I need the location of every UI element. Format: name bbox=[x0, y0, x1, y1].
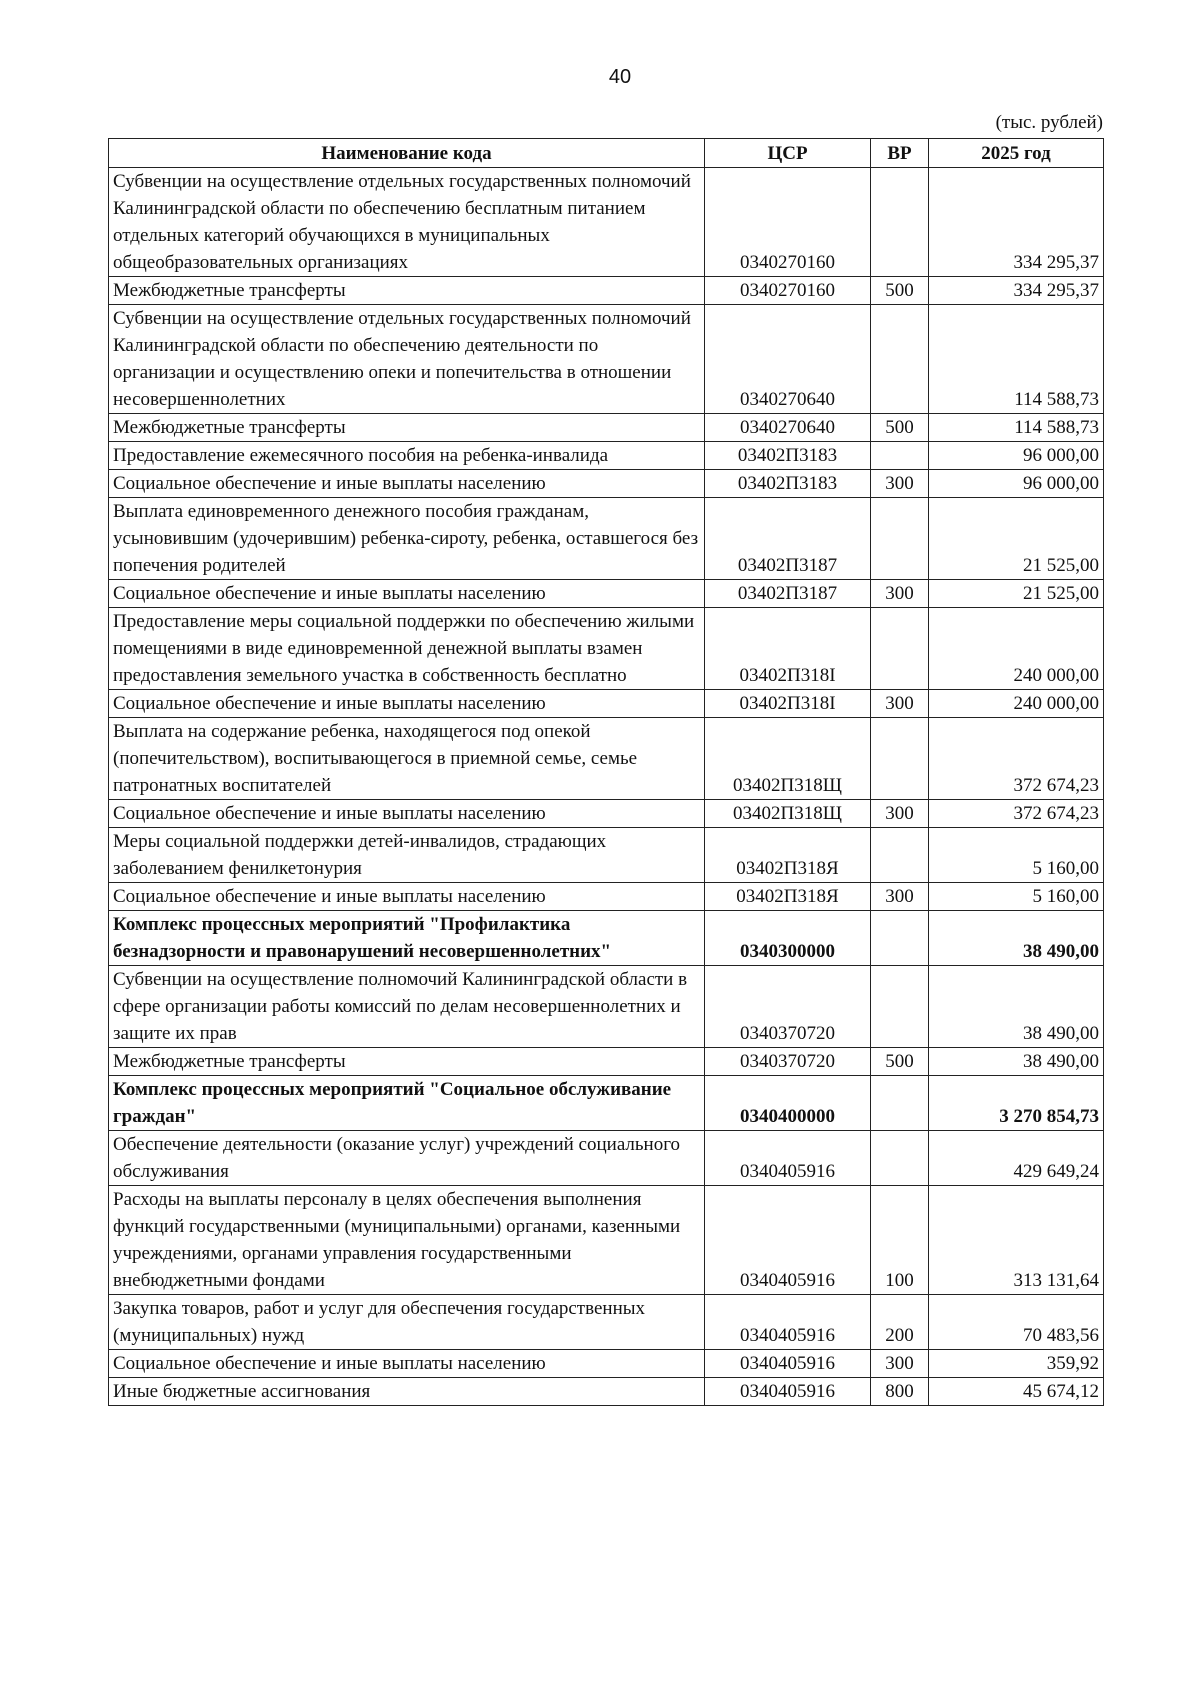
row-csr-cell: 03402П318Щ bbox=[705, 718, 871, 800]
table-body bbox=[109, 168, 1104, 1406]
row-name-cell: Социальное обеспечение и иные выплаты населению bbox=[109, 1350, 705, 1378]
row-vr-cell: 200 bbox=[871, 1295, 929, 1350]
row-vr-cell bbox=[871, 168, 929, 277]
row-csr-cell: 03402П318Щ bbox=[705, 800, 871, 828]
row-name-cell: Социальное обеспечение и иные выплаты населению bbox=[109, 690, 705, 718]
row-csr-cell: 03402П3187 bbox=[705, 580, 871, 608]
row-vr-cell: 300 bbox=[871, 800, 929, 828]
row-amount-cell: 96 000,00 bbox=[929, 470, 1104, 498]
row-amount-cell: 45 674,12 bbox=[929, 1378, 1104, 1406]
row-name-cell: Выплата на содержание ребенка, находящегося под опекой (попечительством), воспитывающегося в приемной семье, семье патронатных воспитателей bbox=[109, 718, 705, 800]
row-vr-cell: 300 bbox=[871, 580, 929, 608]
row-name-cell: Межбюджетные трансферты bbox=[109, 1048, 705, 1076]
row-amount-cell: 334 295,37 bbox=[929, 168, 1104, 277]
row-vr-cell: 500 bbox=[871, 1048, 929, 1076]
row-vr-cell: 300 bbox=[871, 470, 929, 498]
table-row bbox=[109, 580, 1104, 608]
table-row bbox=[109, 1378, 1104, 1406]
table-row bbox=[109, 1295, 1104, 1350]
row-amount-cell: 334 295,37 bbox=[929, 277, 1104, 305]
row-name-cell: Межбюджетные трансферты bbox=[109, 414, 705, 442]
row-name-cell: Обеспечение деятельности (оказание услуг) учреждений социального обслуживания bbox=[109, 1131, 705, 1186]
row-csr-cell: 03402П318Я bbox=[705, 883, 871, 911]
page-number: 40 bbox=[608, 66, 632, 88]
table-row bbox=[109, 414, 1104, 442]
row-vr-cell: 300 bbox=[871, 883, 929, 911]
row-csr-cell: 0340405916 bbox=[705, 1295, 871, 1350]
row-name-cell: Социальное обеспечение и иные выплаты населению bbox=[109, 580, 705, 608]
row-name-cell: Выплата единовременного денежного пособия гражданам, усыновившим (удочерившим) ребенка-сироту, ребенка, оставшегося без попечения родителей bbox=[109, 498, 705, 580]
table-row bbox=[109, 470, 1104, 498]
row-vr-cell bbox=[871, 1076, 929, 1131]
row-amount-cell: 372 674,23 bbox=[929, 718, 1104, 800]
row-csr-cell: 0340370720 bbox=[705, 1048, 871, 1076]
row-name-cell: Расходы на выплаты персоналу в целях обеспечения выполнения функций государственными (муниципальными) органами, казенными учреждениями, органами управления государственными внебюджетными фондами bbox=[109, 1186, 705, 1295]
row-amount-cell: 5 160,00 bbox=[929, 828, 1104, 883]
table-row bbox=[109, 168, 1104, 277]
row-csr-cell: 03402П318I bbox=[705, 690, 871, 718]
units-caption: (тыс. рублей) bbox=[995, 112, 1103, 133]
row-name-cell: Социальное обеспечение и иные выплаты населению bbox=[109, 470, 705, 498]
row-vr-cell bbox=[871, 911, 929, 966]
row-amount-cell: 359,92 bbox=[929, 1350, 1104, 1378]
table-row bbox=[109, 277, 1104, 305]
row-name-cell: Предоставление ежемесячного пособия на ребенка-инвалида bbox=[109, 442, 705, 470]
row-csr-cell: 0340405916 bbox=[705, 1186, 871, 1295]
row-csr-cell: 0340270160 bbox=[705, 168, 871, 277]
row-vr-cell bbox=[871, 608, 929, 690]
table-row bbox=[109, 828, 1104, 883]
row-amount-cell: 38 490,00 bbox=[929, 966, 1104, 1048]
row-vr-cell bbox=[871, 828, 929, 883]
row-amount-cell: 114 588,73 bbox=[929, 414, 1104, 442]
table-row bbox=[109, 1350, 1104, 1378]
table-row bbox=[109, 1076, 1104, 1131]
row-csr-cell: 03402П318Я bbox=[705, 828, 871, 883]
row-amount-cell: 70 483,56 bbox=[929, 1295, 1104, 1350]
row-name-cell: Социальное обеспечение и иные выплаты населению bbox=[109, 883, 705, 911]
table-row bbox=[109, 718, 1104, 800]
row-csr-cell: 03402П3183 bbox=[705, 442, 871, 470]
row-csr-cell: 03402П318I bbox=[705, 608, 871, 690]
table-row bbox=[109, 608, 1104, 690]
row-name-cell: Субвенции на осуществление отдельных государственных полномочий Калининградской области по обеспечению деятельности по организации и осуществлению опеки и попечительства в отношении несовершеннолетних bbox=[109, 305, 705, 414]
row-vr-cell bbox=[871, 305, 929, 414]
table-row bbox=[109, 966, 1104, 1048]
row-amount-cell: 429 649,24 bbox=[929, 1131, 1104, 1186]
row-vr-cell: 300 bbox=[871, 690, 929, 718]
row-name-cell: Меры социальной поддержки детей-инвалидов, страдающих заболеванием фенилкетонурия bbox=[109, 828, 705, 883]
row-amount-cell: 372 674,23 bbox=[929, 800, 1104, 828]
table-row bbox=[109, 498, 1104, 580]
row-name-cell: Предоставление меры социальной поддержки по обеспечению жилыми помещениями в виде единовременной денежной выплаты взамен предоставления земельного участка в собственность бесплатно bbox=[109, 608, 705, 690]
row-amount-cell: 3 270 854,73 bbox=[929, 1076, 1104, 1131]
table-row bbox=[109, 1186, 1104, 1295]
row-csr-cell: 0340300000 bbox=[705, 911, 871, 966]
header-amount: 2025 год bbox=[929, 139, 1104, 168]
row-csr-cell: 0340270640 bbox=[705, 414, 871, 442]
table-row bbox=[109, 305, 1104, 414]
row-amount-cell: 21 525,00 bbox=[929, 498, 1104, 580]
row-amount-cell: 38 490,00 bbox=[929, 1048, 1104, 1076]
row-amount-cell: 96 000,00 bbox=[929, 442, 1104, 470]
row-csr-cell: 0340370720 bbox=[705, 966, 871, 1048]
row-vr-cell: 800 bbox=[871, 1378, 929, 1406]
row-amount-cell: 114 588,73 bbox=[929, 305, 1104, 414]
row-vr-cell bbox=[871, 1131, 929, 1186]
row-csr-cell: 0340405916 bbox=[705, 1131, 871, 1186]
row-amount-cell: 5 160,00 bbox=[929, 883, 1104, 911]
row-name-cell: Социальное обеспечение и иные выплаты населению bbox=[109, 800, 705, 828]
row-amount-cell: 38 490,00 bbox=[929, 911, 1104, 966]
row-csr-cell: 0340405916 bbox=[705, 1350, 871, 1378]
header-vr: ВР bbox=[871, 139, 929, 168]
row-vr-cell bbox=[871, 442, 929, 470]
row-amount-cell: 240 000,00 bbox=[929, 608, 1104, 690]
table-row bbox=[109, 1131, 1104, 1186]
row-csr-cell: 0340405916 bbox=[705, 1378, 871, 1406]
row-amount-cell: 21 525,00 bbox=[929, 580, 1104, 608]
row-name-cell: Закупка товаров, работ и услуг для обеспечения государственных (муниципальных) нужд bbox=[109, 1295, 705, 1350]
row-vr-cell bbox=[871, 718, 929, 800]
row-csr-cell: 03402П3183 bbox=[705, 470, 871, 498]
row-name-cell: Межбюджетные трансферты bbox=[109, 277, 705, 305]
header-csr: ЦСР bbox=[705, 139, 871, 168]
row-vr-cell: 300 bbox=[871, 1350, 929, 1378]
row-vr-cell: 500 bbox=[871, 277, 929, 305]
row-name-cell: Субвенции на осуществление отдельных государственных полномочий Калининградской области по обеспечению бесплатным питанием отдельных категорий обучающихся в муниципальных общеобразовательных организациях bbox=[109, 168, 705, 277]
row-vr-cell bbox=[871, 498, 929, 580]
table-row bbox=[109, 911, 1104, 966]
table-header-row bbox=[109, 139, 1104, 168]
row-vr-cell: 100 bbox=[871, 1186, 929, 1295]
row-name-cell: Комплекс процессных мероприятий "Социальное обслуживание граждан" bbox=[109, 1076, 705, 1131]
row-csr-cell: 03402П3187 bbox=[705, 498, 871, 580]
table-row bbox=[109, 442, 1104, 470]
table-row bbox=[109, 1048, 1104, 1076]
row-name-cell: Субвенции на осуществление полномочий Калининградской области в сфере организации работы комиссий по делам несовершеннолетних и защите их прав bbox=[109, 966, 705, 1048]
budget-table bbox=[108, 138, 1104, 1406]
table-row bbox=[109, 800, 1104, 828]
row-csr-cell: 0340270640 bbox=[705, 305, 871, 414]
table-row bbox=[109, 690, 1104, 718]
row-name-cell: Комплекс процессных мероприятий "Профилактика безнадзорности и правонарушений несовершеннолетних" bbox=[109, 911, 705, 966]
table-row bbox=[109, 883, 1104, 911]
row-vr-cell: 500 bbox=[871, 414, 929, 442]
row-name-cell: Иные бюджетные ассигнования bbox=[109, 1378, 705, 1406]
header-name: Наименование кода bbox=[109, 139, 705, 168]
row-amount-cell: 240 000,00 bbox=[929, 690, 1104, 718]
row-amount-cell: 313 131,64 bbox=[929, 1186, 1104, 1295]
row-vr-cell bbox=[871, 966, 929, 1048]
row-csr-cell: 0340400000 bbox=[705, 1076, 871, 1131]
row-csr-cell: 0340270160 bbox=[705, 277, 871, 305]
